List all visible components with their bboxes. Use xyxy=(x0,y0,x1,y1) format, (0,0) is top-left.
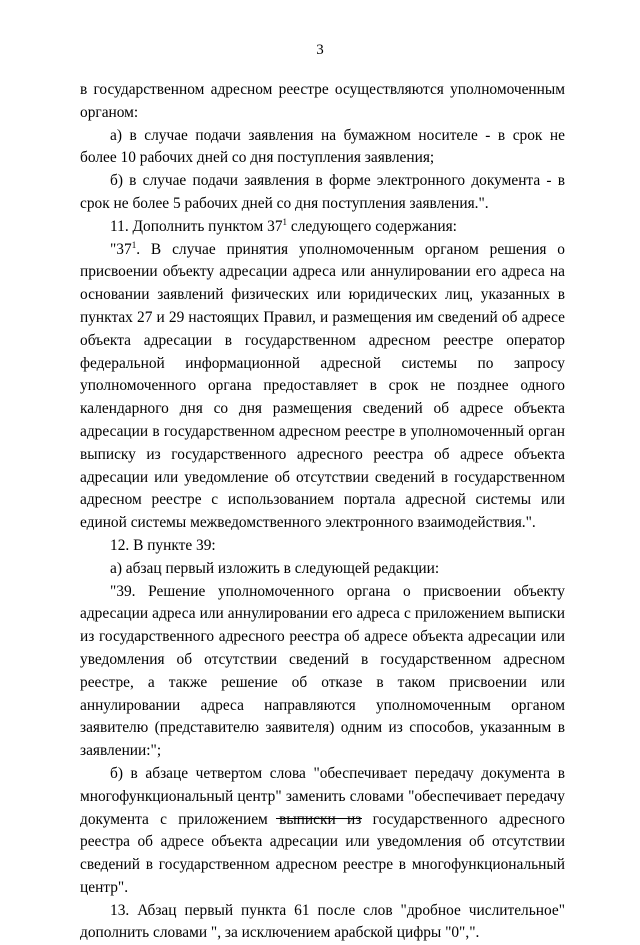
paragraph-continuation: в государственном адресном реестре осуществляются уполномоченным органом: xyxy=(80,81,565,121)
point-11-text-end: следующего содержания: xyxy=(287,217,457,235)
paragraph-point-13: 13. Абзац первый пункта 61 после слов "дробное числительное" дополнить словами ", за исключением арабской цифры "0",". xyxy=(80,901,565,942)
paragraph-item-a-first-para: а) абзац первый изложить в следующей редакции: xyxy=(110,559,440,577)
paragraph-item-a-paper: а) в случае подачи заявления на бумажном носителе - в срок не более 10 рабочих дней со дня поступления заявления; xyxy=(80,126,565,167)
paragraph-point-12: 12. В пункте 39: xyxy=(110,536,216,554)
superscript-mark: 1 xyxy=(282,216,288,227)
page-number: 3 xyxy=(316,42,324,58)
paragraph-item-b-electronic: б) в случае подачи заявления в форме электронного документа - в срок не более 5 рабочих дней со дня поступления заявления.". xyxy=(80,172,565,212)
paragraph-point-37-1 xyxy=(80,239,565,535)
paragraph-item-b-fourth-para: б) в абзаце четвертом слова "обеспечивает передачу документа в многофункциональный центр" заменить словами "обеспечивает передачу документа с приложением выписки из государственного адресного реестра об адресе объекта адресации или уведомления об отсутствии сведений в государственном адресном реестре в многофункциональный центр". xyxy=(80,764,565,896)
point-37-1-text: . В случае принятия уполномоченным органом решения о присвоении объекту адресации адреса или аннулировании его адреса на основании заявлений физических или юридических лиц, указанных в пунктах 27 и 29 настоящих Правил, и размещения им сведений об адресе объекта адресации в государственном адресном реестре оператор федеральной информационной адресной системы по запросу уполномоченного органа предоставляет в срок не позднее одного календарного дня со дня размещения сведений об адресе объекта адресации в государственном адресном реестре в уполномоченный орган выписку из государственного адресного реестра об адресе объекта адресации или уведомление об отсутствии сведений в государственном адресном реестре с использованием портала адресной системы или единой системы межведомственного электронного взаимодействия.". xyxy=(80,240,565,532)
paragraph-point-39-text: "39. Решение уполномоченного органа о присвоении объекту адресации адреса или аннулировании его адреса с приложением выписки из государственного адресного реестра об адресе объекта адресации или уведомления об отсутствии сведений в государственном адресном реестре, а также решение об отказе в таком присвоении или аннулировании адреса направляются уполномоченным органом заявителю (представителю заявителя) одним из способов, указанным в заявлении:"; xyxy=(80,582,565,760)
point-11-text: 11. Дополнить пунктом 37 xyxy=(110,217,283,235)
paragraph-point-11 xyxy=(80,216,565,239)
superscript-mark: 1 xyxy=(131,239,137,250)
footer-divider xyxy=(276,818,362,819)
document-body xyxy=(80,79,565,945)
point-37-1-number: "37 xyxy=(110,240,132,258)
